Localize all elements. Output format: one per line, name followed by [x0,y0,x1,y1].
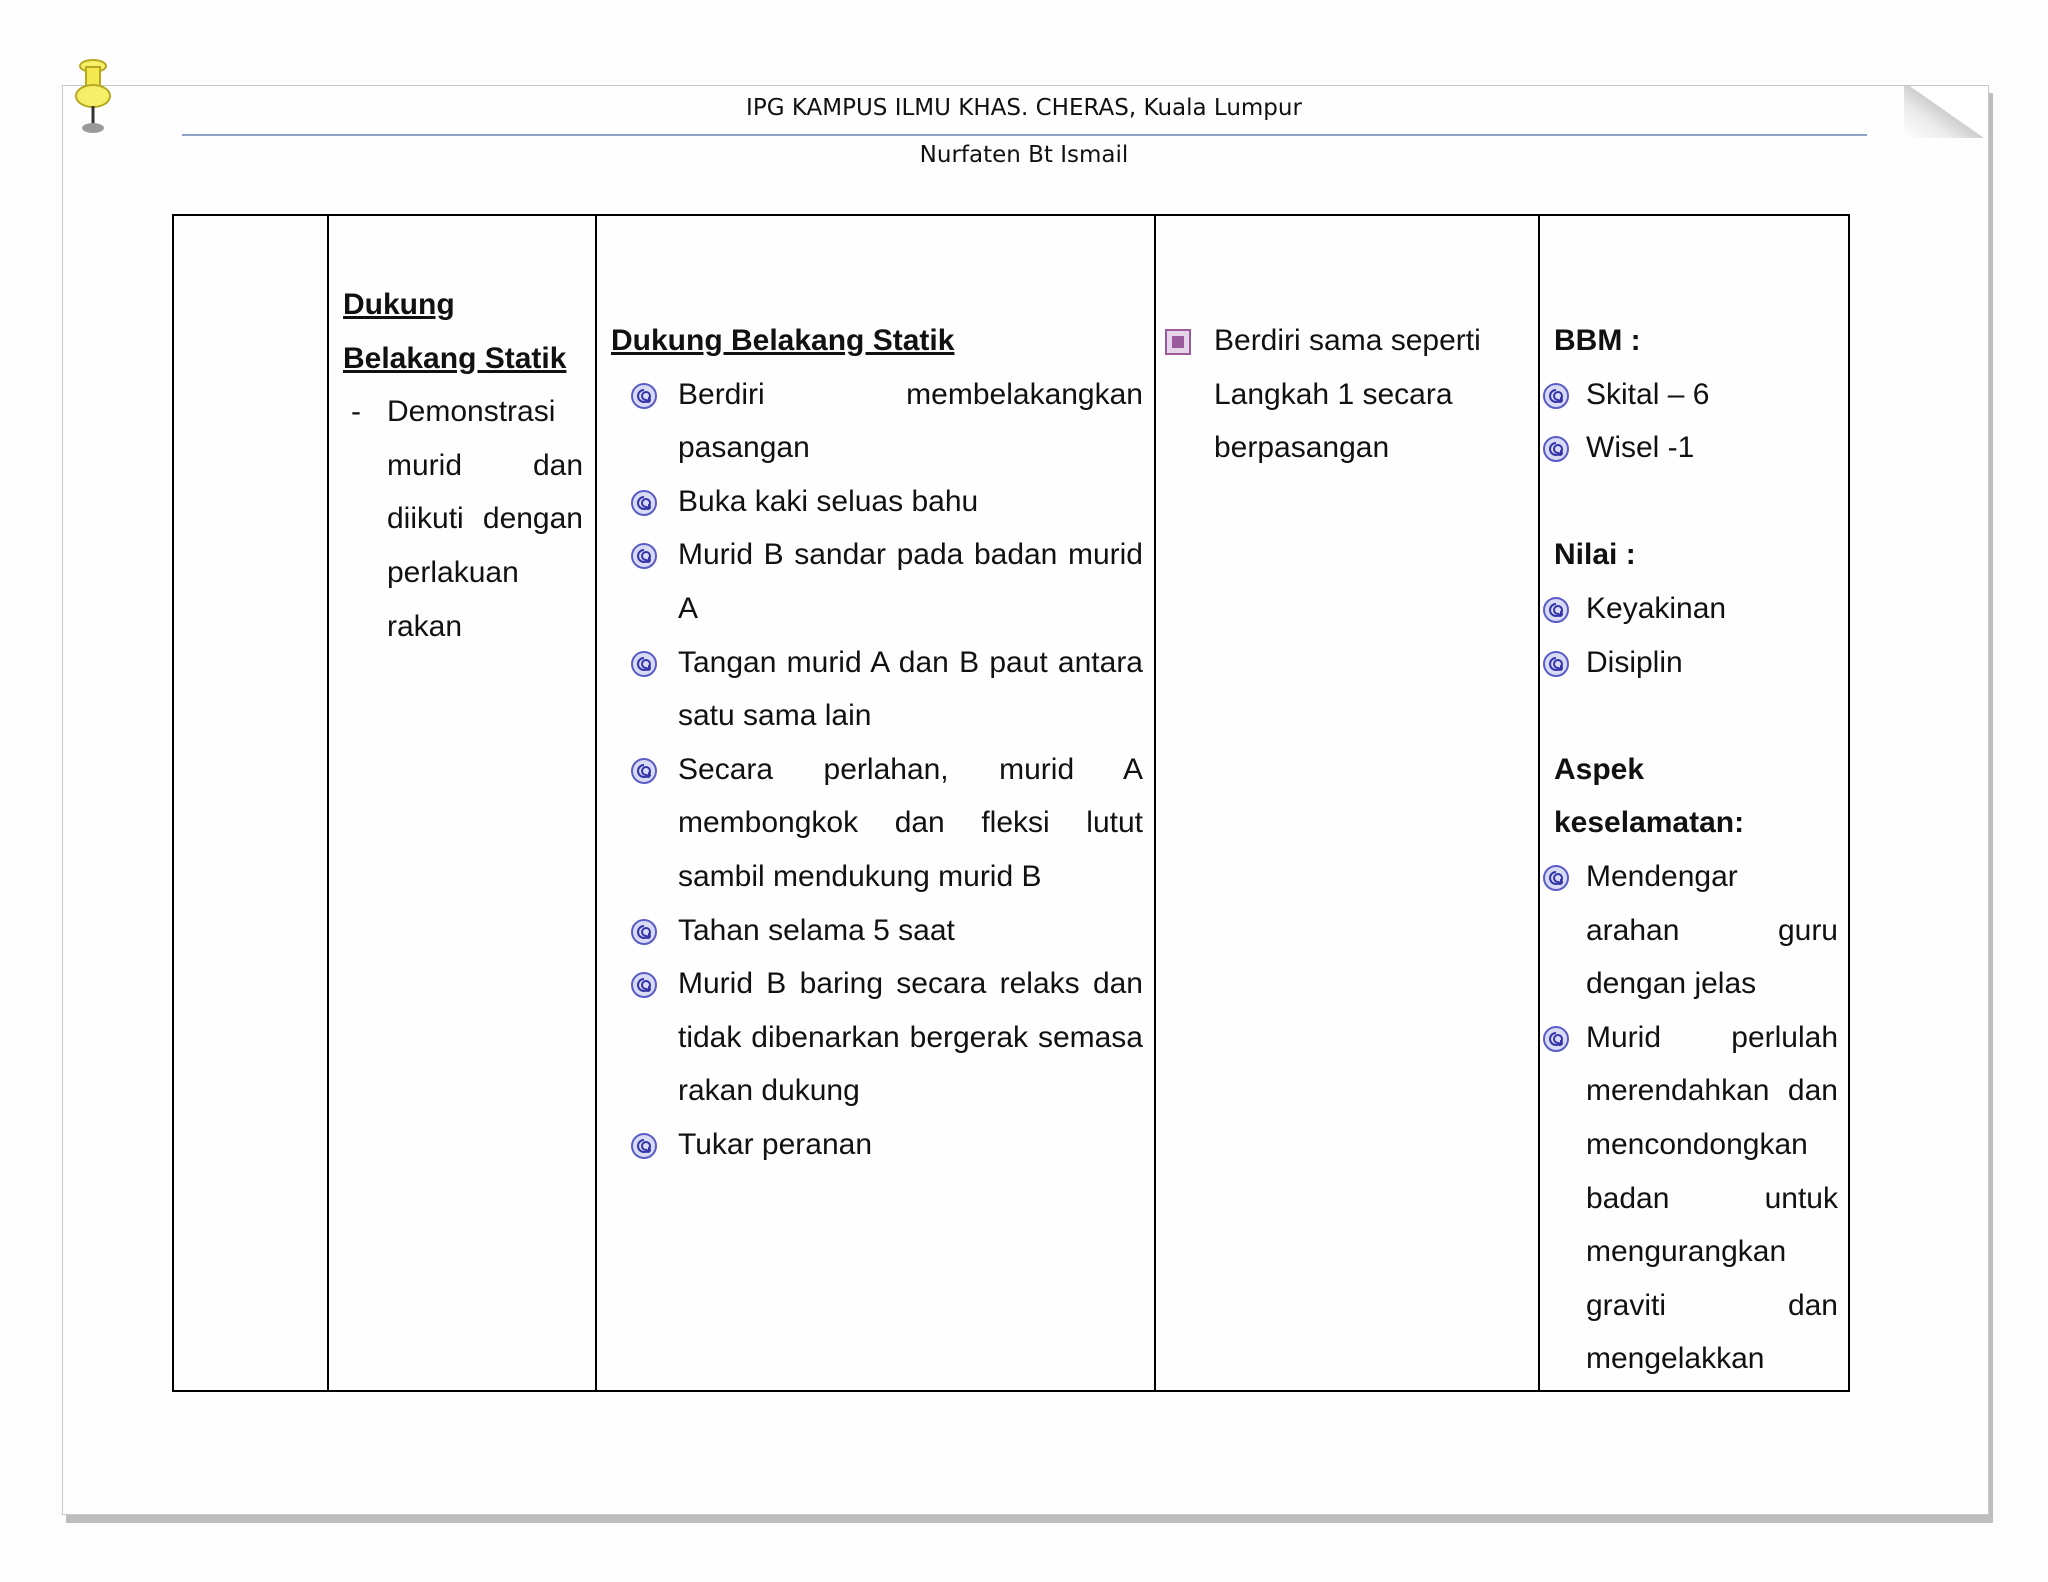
list-item [1586,368,1838,422]
spiral-bullet-icon [630,650,658,678]
formation-item [1214,314,1514,475]
spiral-bullet-icon [630,382,658,410]
table-cell-activity [327,216,595,1390]
spiral-bullet-icon [630,918,658,946]
spiral-bullet-icon [630,542,658,570]
lesson-table [172,214,1850,1392]
header-author: Nurfaten Bt Ismail [919,142,1129,168]
step-text: Murid B sandar pada badan murid A [678,538,1143,625]
bbm-list [1554,368,1838,475]
list-item [678,636,1143,743]
step-text: Secara perlahan, murid A membongkok dan fleksi lutut sambil mendukung murid B [678,752,1143,893]
step-text: Tahan selama 5 saat [678,913,955,947]
nilai-item: Keyakinan [1586,591,1727,625]
table-cell-formation [1154,216,1538,1390]
list-item [678,368,1143,475]
square-bullet-icon [1164,328,1192,356]
aspek-list [1554,850,1838,1386]
spiral-bullet-icon [630,971,658,999]
list-item [1586,582,1838,636]
aspek-item: Murid perlulah merendahkan dan mencondongkan badan untuk mengurangkan graviti dan mengelakkan [1586,1020,1838,1376]
nilai-list [1554,582,1838,689]
step-text: Buka kaki seluas bahu [678,484,979,518]
activity-heading-line2: Belakang Statik [343,341,567,375]
bbm-label: BBM : [1554,324,1641,357]
formation-text: Berdiri sama seperti Langkah 1 secara berpasangan [1214,324,1481,465]
spiral-bullet-icon [1542,435,1570,463]
nilai-label: Nilai : [1554,538,1636,572]
spiral-bullet-icon [1542,650,1570,678]
table-cell-notes [1538,216,1852,1390]
steps-list [611,368,1143,1172]
list-item [1586,421,1838,475]
step-text: Tangan murid A dan B paut antara satu sama lain [678,645,1143,733]
spiral-bullet-icon [1542,382,1570,410]
nilai-item: Disiplin [1586,645,1683,679]
table-cell-steps [595,216,1154,1390]
header-institution: IPG KAMPUS ILMU KHAS. CHERAS, Kuala Lumpur [746,95,1302,121]
bbm-item: Skital – 6 [1586,377,1710,411]
list-item [678,904,1143,958]
spiral-bullet-icon [1542,596,1570,624]
spiral-bullet-icon [1542,1025,1570,1053]
list-item [678,957,1143,1118]
spiral-bullet-icon [630,757,658,785]
spiral-bullet-icon [630,489,658,517]
spiral-bullet-icon [630,1132,658,1160]
dash-marker: - [351,395,361,429]
bbm-item: Wisel -1 [1586,431,1695,465]
list-item [1586,850,1838,1011]
list-item [678,475,1143,529]
aspek-item: Mendengar arahan guru dengan jelas [1586,859,1838,1001]
header-rule [182,134,1867,136]
step-text: Murid B baring secara relaks dan tidak dibenarkan bergerak semasa rakan dukung [678,967,1143,1108]
spiral-bullet-icon [1542,864,1570,892]
step-text: Tukar peranan [678,1127,873,1161]
list-item [678,528,1143,635]
list-item [678,1118,1143,1172]
aspek-label: Aspek keselamatan: [1554,752,1745,840]
activity-item [343,385,583,653]
activity-heading-line1: Dukung [343,288,455,321]
list-item [1586,636,1838,690]
steps-heading: Dukung Belakang Statik [611,324,955,357]
activity-item-text: Demonstrasi murid dan diikuti dengan perlakuan rakan [387,395,583,643]
table-cell-empty [174,216,327,1390]
list-item [1586,1011,1838,1386]
list-item [678,743,1143,904]
step-text: Berdiri membelakangkan pasangan [678,377,1143,465]
